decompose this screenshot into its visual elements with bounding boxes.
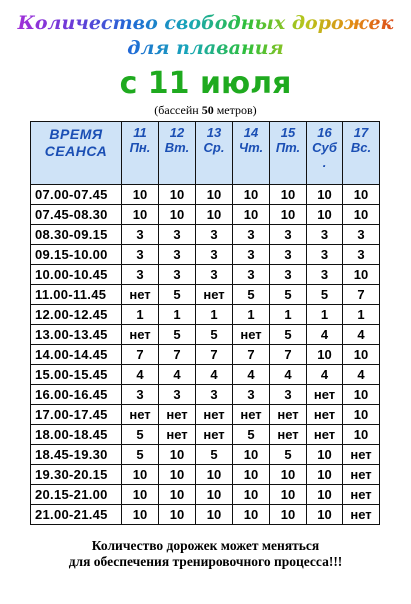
lane-count-cell: 3 <box>196 385 233 405</box>
table-row <box>31 185 380 205</box>
lane-count-cell: 10 <box>159 505 196 525</box>
lane-count-cell: 3 <box>159 225 196 245</box>
start-date: с 11 июля <box>119 66 292 101</box>
table-row <box>31 445 380 465</box>
lane-count-cell: 10 <box>159 485 196 505</box>
lane-count-cell: нет <box>343 485 380 505</box>
lane-count-cell: 10 <box>122 465 159 485</box>
lane-count-cell: 1 <box>270 305 307 325</box>
lane-count-cell: 3 <box>270 385 307 405</box>
time-header-line-1: ВРЕМЯ <box>49 126 103 142</box>
lane-count-cell: 3 <box>270 265 307 285</box>
lane-count-cell: 3 <box>233 385 270 405</box>
lane-count-cell: 3 <box>233 265 270 285</box>
session-time: 07.45-08.30 <box>31 205 122 225</box>
table-row <box>31 285 380 305</box>
session-time: 09.15-10.00 <box>31 245 122 265</box>
lane-count-cell: 10 <box>343 385 380 405</box>
lane-count-cell: 10 <box>196 185 233 205</box>
lane-count-cell: 7 <box>196 345 233 365</box>
lane-count-cell: 10 <box>159 465 196 485</box>
lane-count-cell: 3 <box>233 245 270 265</box>
lane-count-cell: 10 <box>196 205 233 225</box>
lane-count-cell: 5 <box>270 445 307 465</box>
session-time: 17.00-17.45 <box>31 405 122 425</box>
lane-count-cell: 10 <box>122 505 159 525</box>
day-name: Пт. <box>275 140 301 155</box>
lane-count-cell: 10 <box>270 205 307 225</box>
lane-count-cell: 10 <box>196 465 233 485</box>
lane-count-cell: 10 <box>159 445 196 465</box>
lane-count-cell: 5 <box>233 285 270 305</box>
lane-count-cell: 4 <box>233 365 270 385</box>
lane-count-cell: 7 <box>122 345 159 365</box>
lane-count-cell: 10 <box>307 185 343 205</box>
lane-count-cell: 10 <box>270 465 307 485</box>
lane-count-cell: 10 <box>122 205 159 225</box>
day-name: Вс. <box>350 140 372 155</box>
lane-count-cell: нет <box>122 285 159 305</box>
lane-count-cell: 10 <box>122 485 159 505</box>
day-name-dot: . <box>322 155 327 170</box>
lane-count-cell: 3 <box>196 225 233 245</box>
lane-count-cell: 10 <box>307 345 343 365</box>
lane-count-cell: 4 <box>343 325 380 345</box>
lane-count-cell: 10 <box>233 205 270 225</box>
table-row <box>31 465 380 485</box>
session-time: 13.00-13.45 <box>31 325 122 345</box>
lane-count-cell: 10 <box>270 185 307 205</box>
lane-count-cell: 5 <box>159 285 196 305</box>
lane-count-cell: 3 <box>270 225 307 245</box>
day-header <box>233 122 270 185</box>
lanes-table <box>30 121 380 525</box>
table-row <box>31 305 380 325</box>
day-number: 17 <box>353 125 369 140</box>
lane-count-cell: 10 <box>159 205 196 225</box>
lane-count-cell: 3 <box>159 245 196 265</box>
lane-count-cell: 4 <box>343 365 380 385</box>
table-row <box>31 265 380 285</box>
lane-count-cell: нет <box>307 425 343 445</box>
day-number: 13 <box>206 125 222 140</box>
session-time: 07.00-07.45 <box>31 185 122 205</box>
lane-count-cell: 1 <box>233 305 270 325</box>
table-header-row <box>31 122 380 185</box>
lane-count-cell: 4 <box>159 365 196 385</box>
lane-count-cell: 4 <box>307 325 343 345</box>
session-time: 14.00-14.45 <box>31 345 122 365</box>
pool-suffix: метров) <box>213 103 257 117</box>
lane-count-cell: 10 <box>122 185 159 205</box>
lane-count-cell: 3 <box>307 265 343 285</box>
lane-count-cell: 3 <box>343 245 380 265</box>
lane-count-cell: 1 <box>196 305 233 325</box>
table-row <box>31 385 380 405</box>
lane-count-cell: 10 <box>343 345 380 365</box>
lane-count-cell: нет <box>122 325 159 345</box>
lane-count-cell: 10 <box>233 505 270 525</box>
session-time: 08.30-09.15 <box>31 225 122 245</box>
lane-count-cell: 5 <box>122 425 159 445</box>
lane-count-cell: 10 <box>343 425 380 445</box>
lane-count-cell: 3 <box>159 385 196 405</box>
lane-count-cell: 10 <box>233 465 270 485</box>
table-row <box>31 205 380 225</box>
lane-count-cell: 7 <box>270 345 307 365</box>
table-row <box>31 365 380 385</box>
lane-count-cell: 10 <box>343 265 380 285</box>
lane-count-cell: 10 <box>307 445 343 465</box>
lane-count-cell: 5 <box>196 445 233 465</box>
lane-count-cell: 1 <box>307 305 343 325</box>
lane-count-cell: 10 <box>233 445 270 465</box>
lane-count-cell: 3 <box>307 225 343 245</box>
lane-count-cell: 3 <box>196 245 233 265</box>
pool-prefix: (бассейн <box>154 103 202 117</box>
day-number: 11 <box>133 125 147 140</box>
lane-count-cell: 3 <box>122 245 159 265</box>
lane-count-cell: 4 <box>270 365 307 385</box>
lane-count-cell: 10 <box>307 505 343 525</box>
lane-count-cell: 3 <box>122 265 159 285</box>
title-line-1: Количество свободных дорожек <box>0 12 411 34</box>
day-number: 14 <box>243 125 259 140</box>
lane-count-cell: 5 <box>196 325 233 345</box>
lane-count-cell: 10 <box>307 465 343 485</box>
lane-count-cell: 3 <box>307 245 343 265</box>
footer-line-2: для обеспечения тренировочного процесса!!! <box>68 554 343 569</box>
session-time: 18.45-19.30 <box>31 445 122 465</box>
lane-count-cell: 10 <box>196 505 233 525</box>
lane-count-cell: нет <box>307 385 343 405</box>
lane-count-cell: 5 <box>307 285 343 305</box>
lane-count-cell: 4 <box>122 365 159 385</box>
lane-count-cell: 10 <box>343 185 380 205</box>
lane-count-cell: 10 <box>233 485 270 505</box>
lane-count-cell: 1 <box>159 305 196 325</box>
lane-count-cell: 4 <box>196 365 233 385</box>
lane-count-cell: нет <box>233 325 270 345</box>
lane-count-cell: 10 <box>307 485 343 505</box>
lane-count-cell: 7 <box>159 345 196 365</box>
day-header <box>196 122 233 185</box>
day-name: Вт. <box>164 140 190 155</box>
pool-size-note <box>0 103 411 117</box>
session-time: 19.30-20.15 <box>31 465 122 485</box>
lane-count-cell: нет <box>233 405 270 425</box>
day-header <box>307 122 343 185</box>
session-time: 10.00-10.45 <box>31 265 122 285</box>
day-number: 16 <box>317 125 332 140</box>
session-time: 16.00-16.45 <box>31 385 122 405</box>
lane-count-cell: 7 <box>343 285 380 305</box>
lane-count-cell: 10 <box>343 405 380 425</box>
session-time: 15.00-15.45 <box>31 365 122 385</box>
lane-count-cell: 10 <box>270 505 307 525</box>
table-row <box>31 505 380 525</box>
lane-count-cell: 10 <box>233 185 270 205</box>
lane-count-cell: 10 <box>159 185 196 205</box>
lane-count-cell: 3 <box>196 265 233 285</box>
day-name: Суб <box>312 140 337 155</box>
table-row <box>31 245 380 265</box>
day-header <box>122 122 159 185</box>
lane-count-cell: 5 <box>159 325 196 345</box>
lane-count-cell: нет <box>343 465 380 485</box>
session-time: 18.00-18.45 <box>31 425 122 445</box>
lane-count-cell: 10 <box>307 205 343 225</box>
session-time: 11.00-11.45 <box>31 285 122 305</box>
lane-count-cell: 3 <box>343 225 380 245</box>
lane-count-cell: 5 <box>233 425 270 445</box>
table-row <box>31 425 380 445</box>
lane-count-cell: 1 <box>122 305 159 325</box>
lane-count-cell: 4 <box>307 365 343 385</box>
lane-count-cell: 5 <box>122 445 159 465</box>
table-row <box>31 225 380 245</box>
lane-count-cell: 7 <box>233 345 270 365</box>
lane-count-cell: нет <box>122 405 159 425</box>
time-column-header <box>31 122 122 185</box>
lane-count-cell: нет <box>270 405 307 425</box>
lane-count-cell: 10 <box>343 205 380 225</box>
day-name: Чт. <box>238 140 264 155</box>
lane-count-cell: 3 <box>233 225 270 245</box>
session-time: 20.15-21.00 <box>31 485 122 505</box>
day-header <box>343 122 380 185</box>
lane-count-cell: 5 <box>270 285 307 305</box>
pool-size: 50 <box>201 103 214 117</box>
lane-count-cell: нет <box>307 405 343 425</box>
lane-count-cell: 5 <box>270 325 307 345</box>
lane-count-cell: нет <box>196 425 233 445</box>
table-row <box>31 325 380 345</box>
lane-count-cell: нет <box>343 445 380 465</box>
lane-count-cell: 3 <box>122 385 159 405</box>
lane-count-cell: 3 <box>270 245 307 265</box>
day-number: 15 <box>280 125 296 140</box>
footer-line-1: Количество дорожек может меняться <box>91 538 320 553</box>
lane-count-cell: нет <box>159 405 196 425</box>
table-row <box>31 485 380 505</box>
lane-count-cell: 10 <box>196 485 233 505</box>
day-number: 12 <box>169 125 185 140</box>
lane-count-cell: 1 <box>343 305 380 325</box>
session-time: 21.00-21.45 <box>31 505 122 525</box>
lane-count-cell: нет <box>159 425 196 445</box>
title-line-2: для плавания <box>0 37 411 59</box>
lane-count-cell: нет <box>196 405 233 425</box>
time-header-line-2: СЕАНСА <box>44 143 108 159</box>
day-name: Пн. <box>129 140 151 155</box>
lane-count-cell: нет <box>270 425 307 445</box>
table-row <box>31 405 380 425</box>
day-header <box>270 122 307 185</box>
table-row <box>31 345 380 365</box>
lane-count-cell: 10 <box>270 485 307 505</box>
day-header <box>159 122 196 185</box>
session-time: 12.00-12.45 <box>31 305 122 325</box>
lane-count-cell: нет <box>196 285 233 305</box>
lane-count-cell: нет <box>343 505 380 525</box>
lane-count-cell: 3 <box>122 225 159 245</box>
lane-count-cell: 3 <box>159 265 196 285</box>
day-name: Ср. <box>203 140 225 155</box>
